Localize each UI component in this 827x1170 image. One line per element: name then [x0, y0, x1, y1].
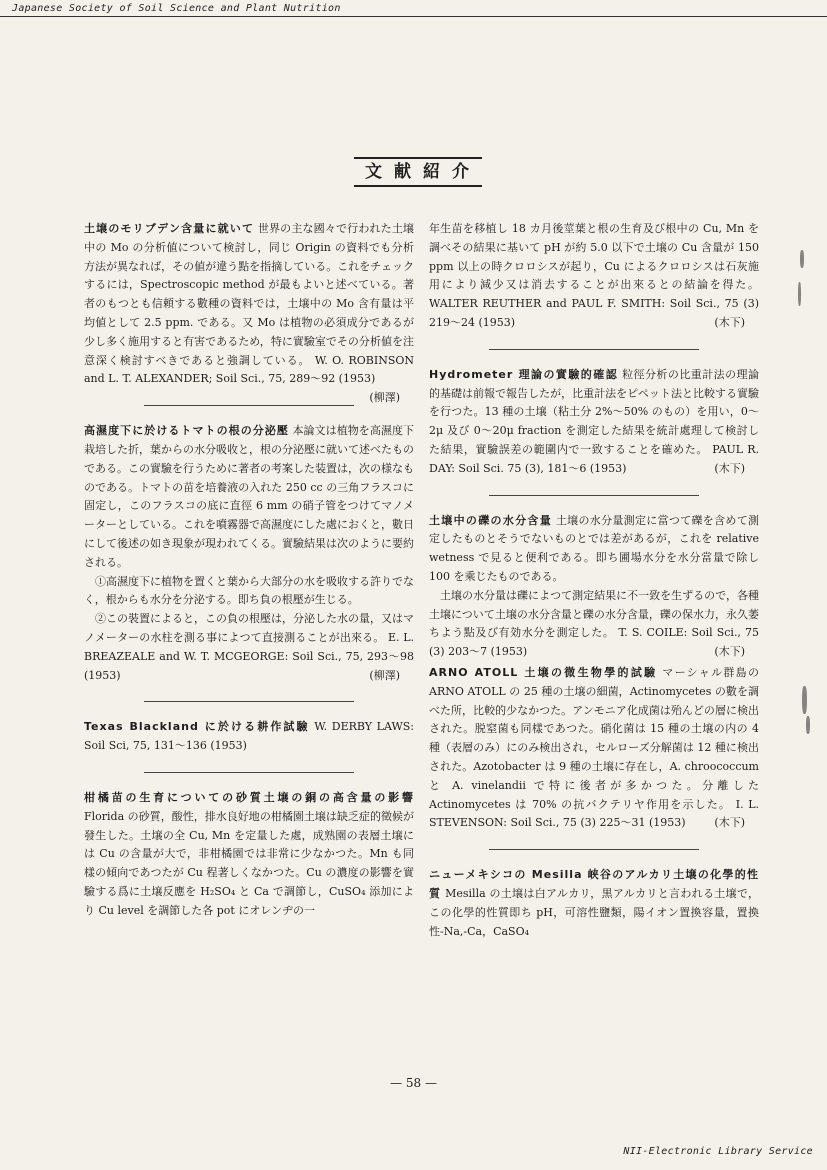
article-separator — [144, 405, 354, 406]
article-citation: I. L. STEVENSON: Soil Sci., 75 (3) 225～31 (1953) — [429, 797, 760, 830]
article-hydrometer — [429, 366, 759, 479]
article-body: Mesilla の土壌は白アルカリ，黒アルカリと言われる土壌で，この化學的性質即ち pH，可溶性鹽類，陽イオン置換容量，置換性-Na,-Ca，CaSO₄ — [429, 886, 759, 938]
article-body: マーシャル群島の ARNO ATOLL の 25 種の土壌の細菌，Actinomycetes の數を調べた所，比較的少なかつた。アンモニア化成菌は殆んどの層に検出された。脱窒菌も同樣であつた。硝化菌は 15 種の土壌の内の 4 種（表層のみ）にのみ検出され，セルローズ分解菌は 12 種に検出された。Azotobacter は 9 種の土壌に存在し，A. chroococcum と A. vinelandii で特に後者が多かつた。分離した Actinomycetes は 70% の抗バクテリヤ作用を示した。 — [429, 665, 759, 811]
article-signature: (木下) — [714, 816, 745, 830]
article-heading: Hydrometer 理論の實驗的確認 — [429, 367, 619, 381]
page-number: — 58 — — [390, 1076, 437, 1090]
article-point-text: ②この裝置によると，この負の根壓は，分泌した水の量，又はマノメーターの水柱を測る事によつて直接測ることが出來る。 — [84, 612, 414, 644]
article-body: 土壌の水分量測定に當つて礫を含めて測定したものとそうでないものとでは差があるが，これを relative wetness で見ると便利である。即ち圃場水分を水分當量で除し 100 を乘じたものである。 — [429, 513, 760, 583]
scan-mark — [800, 250, 804, 268]
footer-service: NII-Electronic Library Service — [623, 1146, 813, 1157]
article-heading: 高濕度下に於けるトマトの根の分泌壓 — [84, 424, 289, 438]
article-point: ①高濕度下に植物を置くと葉から大部分の水を吸收する許りでなく，根からも水分を分泌する。即ち負の根壓が生じる。 — [84, 574, 414, 607]
section-title: 文献紹介 — [365, 162, 481, 182]
article-signature: (柳澤) — [369, 391, 400, 405]
article-citation: W. DERBY LAWS: Soil Sci, 75, 131～136 (1953) — [84, 720, 414, 753]
scan-mark — [806, 716, 810, 734]
article-signature: (木下) — [714, 315, 745, 329]
article-body: 世界の主な國々で行われた土壌中の Mo の分析値について検討し，同じ Origin の資料でも分析方法が異なれば，その値が違う點を指摘している。これをチェックするには，Spectroscopic method が最もよいと述べている。著者のもつとも信頼する數種の資料では，土壌中の Mo 含有量は平均値として 2.5 ppm. である。又 Mo は植物の必須成分であるが少し多く施用すると有害であるため，特に實驗室でその分析値を注意深く検討すべきであると強調している。 — [84, 222, 415, 367]
article-heading: Texas Blackland に於ける耕作試驗 — [84, 720, 310, 734]
article-separator — [144, 701, 354, 702]
article-gravel — [429, 512, 759, 587]
article-molybdenum — [84, 220, 415, 405]
article-heading: ニューメキシコの Mesilla 峡谷のアルカリ土壌の化學的性質 — [429, 868, 759, 900]
article-citation: WALTER REUTHER and PAUL F. SMITH: Soil Sci., 75 (3) 219～24 (1953) — [429, 297, 759, 329]
article-citation: PAUL R. DAY: Soil Sci. 75 (3), 181～6 (1953) — [429, 442, 760, 475]
article-body: 本論文は植物を高濕度下栽培した折，葉からの水分吸收と，根の分泌壓に就いて述べたものである。この實驗を行うために著者の考案した装置は，次の様なものである。トマトの苗を培養液の入れた 250 cc の三角フラスコに固定し，このフラスコの底に直徑 6 mm の硝子管をつけてマノメーターとしている。これを噴霧器で高濕度にした處におくと，數日にして後述の如き現象が現われてくる。實驗結果は次のように要約される。 — [84, 424, 415, 569]
article-tomato — [84, 422, 414, 572]
article-citation: T. S. COILE: Soil Sci., 75 (3) 203～7 (1953) — [429, 626, 760, 659]
article-point — [84, 610, 414, 685]
article-heading: ARNO ATOLL 土壌の微生物學的試驗 — [429, 665, 658, 679]
right-column — [429, 220, 759, 941]
article-heading: 柑橘苗の生育についての砂質土壌の銅の高含量の影響 — [84, 790, 414, 804]
section-title-box — [354, 157, 482, 187]
article-body: 年生苗を移植し 18 カ月後莖葉と根の生育及び根中の Cu, Mn を調べその結果に基いて pH が約 5.0 以下で土壌の Cu 含量が 150 ppm 以上の時クロロシスが起り，Cu によるクロロシスは石灰施用により減少又は消去することが出來るとの結論を得た。 — [429, 222, 759, 292]
article-gravel-paragraph — [429, 587, 759, 662]
article-citation: E. L. BREAZEALE and W. T. MCGEORGE: Soil Sci., 75, 293～98 (1953) — [84, 630, 414, 682]
article-mesilla — [429, 866, 759, 941]
scan-mark — [802, 686, 807, 714]
article-separator — [489, 495, 699, 496]
article-body: Florida の砂質，酸性，排水良好地の柑橘園土壌は缺乏症的徵候が發生した。土壌の全 Cu, Mn を定量した處，成熟園の表層土壌には Cu の含量が大で，非柑橘園では非常に少なかつた。Mn も同樣の傾向であつたが Cu 程著しくなかつた。Cu の濃度の影響を實驗する爲に土壌反應を H₂SO₄ と Ca で調節し，CuSO₄ 添加により Cu level を調節した各 pot にオレンヂの一 — [84, 809, 414, 917]
article-heading: 土壌のモリブデン含量に就いて — [84, 222, 255, 235]
left-column — [84, 220, 414, 921]
article-body: 土壌の水分量は礫によつて測定結果に不一致を生ずるので，各種土壌について土壌の水分含量と礫の水分含量，礫の保水力，永久萎ちよう點及び有効水分を測定した。 — [429, 588, 759, 640]
article-arno-atoll — [429, 664, 759, 833]
scan-mark — [798, 282, 801, 306]
header-rule — [0, 16, 827, 17]
article-separator — [489, 849, 699, 850]
article-signature: (柳澤) — [369, 668, 400, 682]
article-citrus — [84, 789, 414, 921]
article-signature: (木下) — [714, 461, 745, 475]
article-citation: W. O. ROBINSON and L. T. ALEXANDER; Soil Sci., 75, 289～92 (1953) — [84, 353, 415, 386]
article-separator — [489, 349, 699, 350]
article-separator — [144, 772, 354, 773]
article-texas — [84, 718, 414, 756]
article-heading: 土壌中の礫の水分含量 — [429, 513, 553, 527]
journal-header: Japanese Society of Soil Science and Plant Nutrition — [12, 3, 341, 14]
article-citrus-continued — [429, 220, 759, 333]
article-signature: (木下) — [714, 645, 745, 659]
article-body: 粒徑分析の比重計法の理論的基礎は前報で報告したが，比重計法をピペット法と比較する實驗を行つた。13 種の土壌（粘土分 2%～50% のもの）を用い，0～2μ 及び 0～20μ fraction を測定した結果を統計處理して検討した結果，實驗誤差の範圍内で一致することを確めた。 — [429, 367, 759, 456]
